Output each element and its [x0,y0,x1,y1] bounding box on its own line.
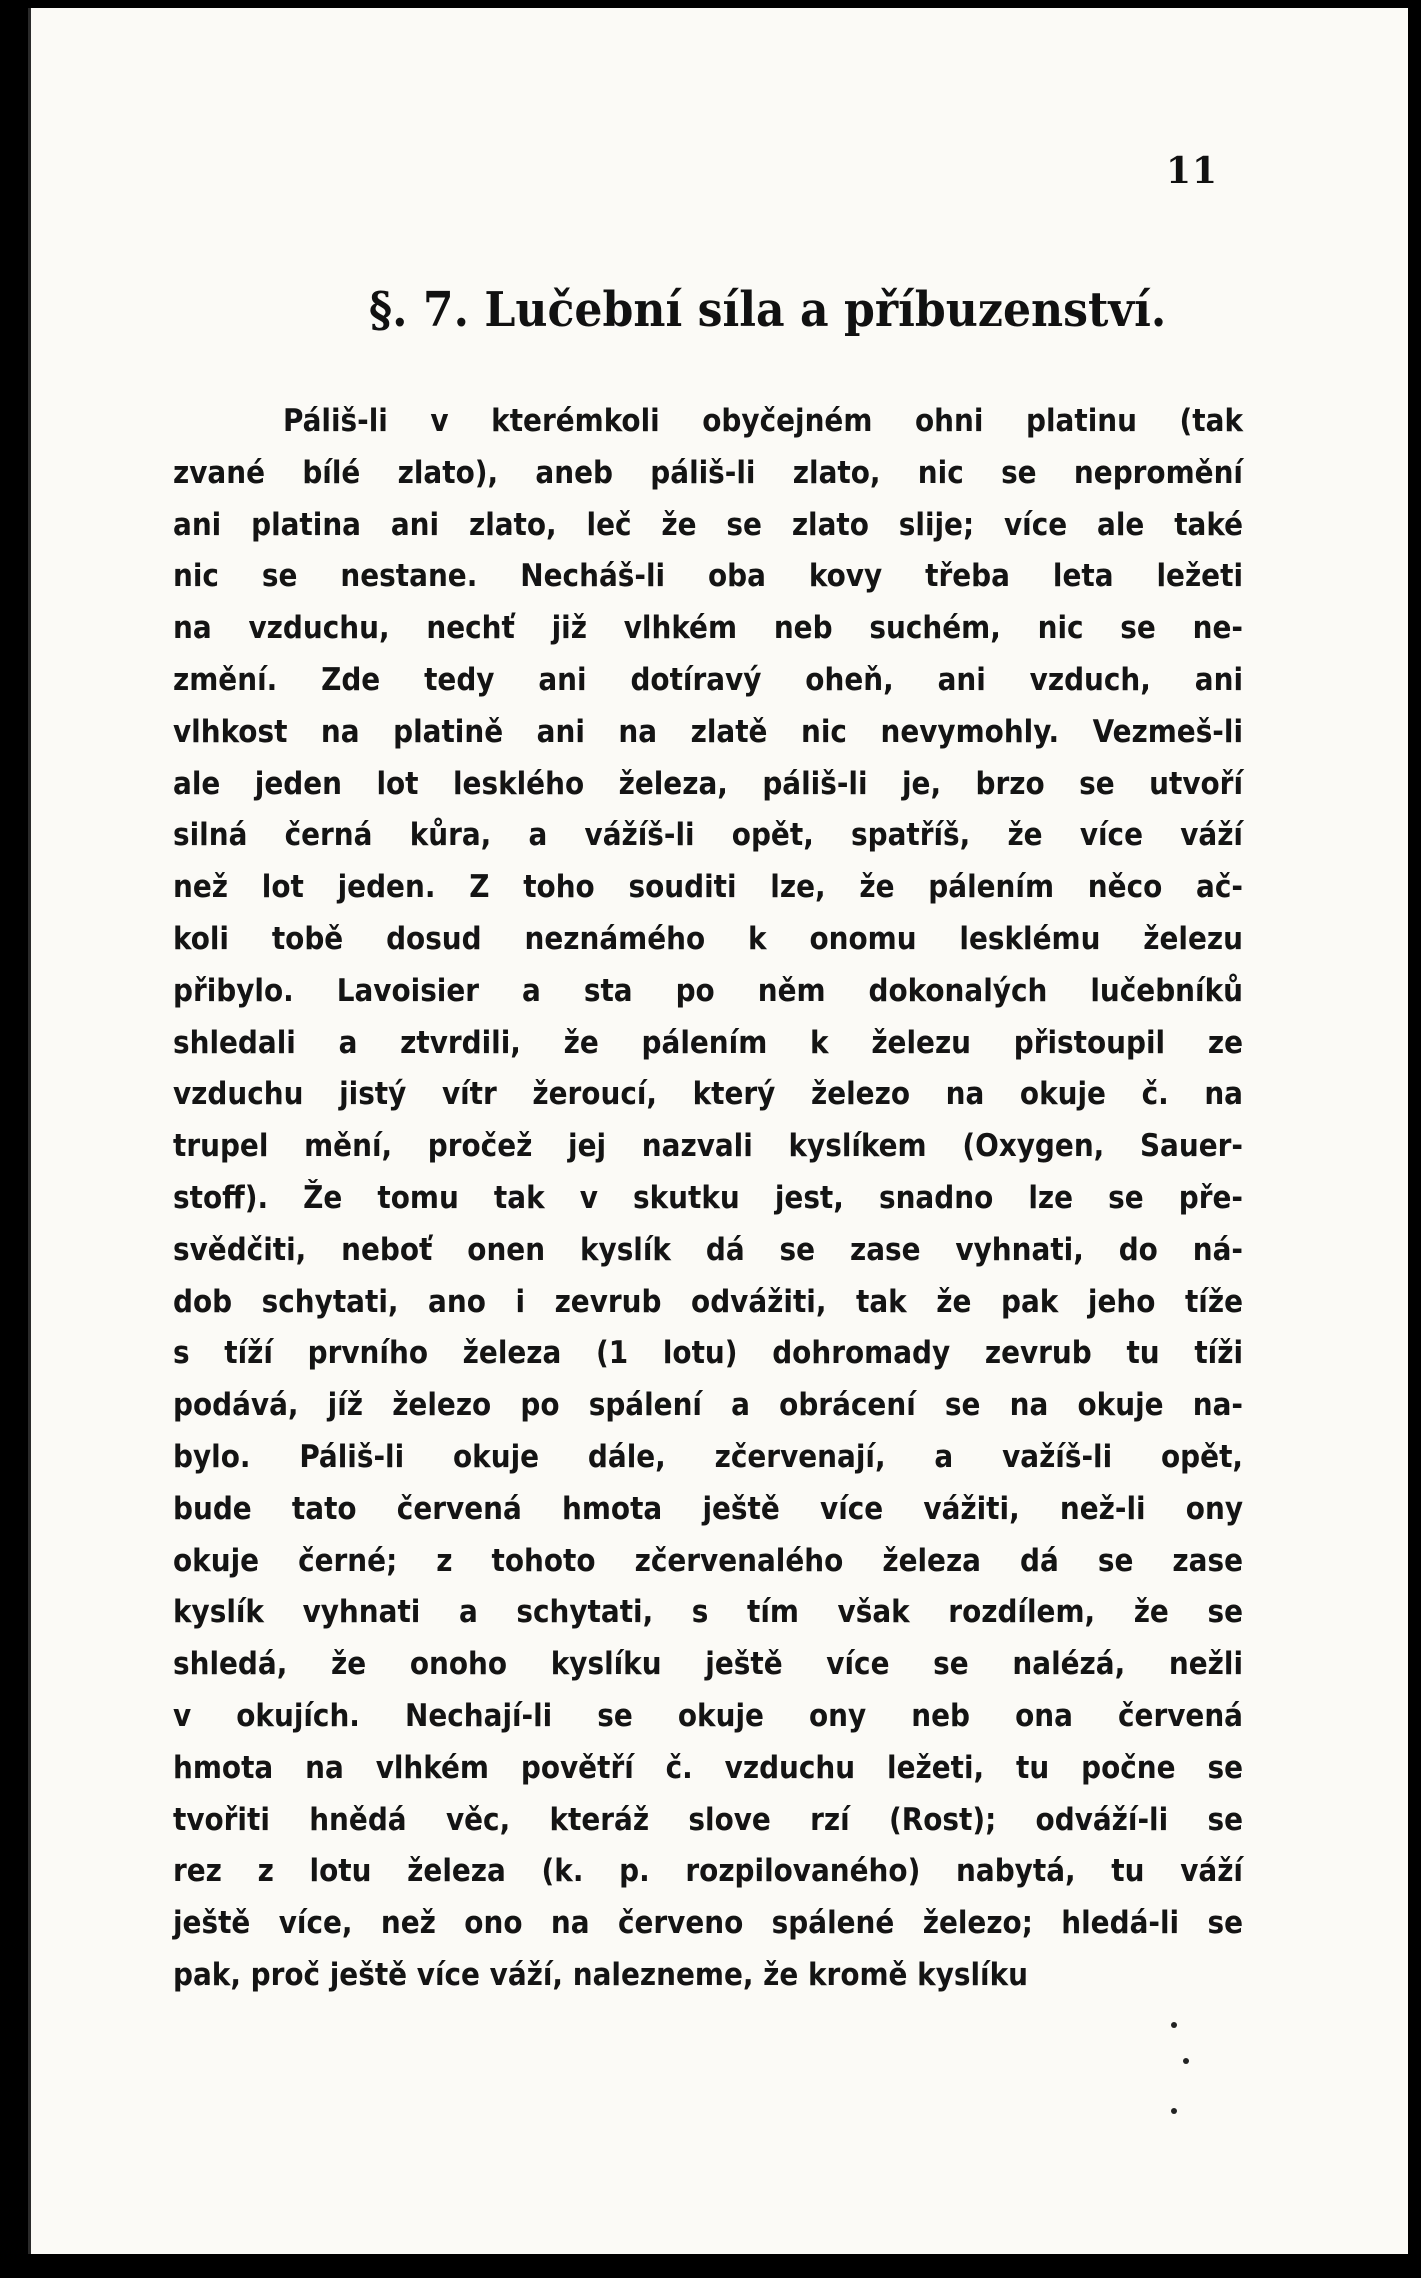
text-line: dob schytati, ano i zevrub odvážiti, tak že pak jeho tíže [173,1283,1243,1320]
text-line: svědčiti, neboť onen kyslík dá se zase vyhnati, do ná- [173,1231,1243,1268]
text-line: přibylo. Lavoisier a sta po něm dokonalých lučebníků [173,972,1243,1009]
text-line: stoff). Že tomu tak v skutku jest, snadno lze se pře- [173,1179,1243,1216]
text-line: shledá, že onoho kyslíku ještě více se nalézá, nežli [173,1646,1243,1683]
ink-speck [1183,2058,1189,2064]
text-line: než lot jeden. Z toho souditi lze, že pálením něco ač- [173,869,1243,906]
text-line: vzduchu jistý vítr žeroucí, který železo na okuje č. na [173,1076,1243,1113]
text-line: trupel mění, pročež jej nazvali kyslíkem (Oxygen, Sauer- [173,1128,1243,1165]
text-line: silná černá kůra, a vážíš-li opět, spatříš, že více váží [173,817,1243,854]
text-line: vlhkost na platině ani na zlatě nic nevymohly. Vezmeš-li [173,713,1243,750]
text-line: tvořiti hnědá věc, kteráž slove rzí (Rost); odváží-li se [173,1801,1243,1838]
text-line: podává, jíž železo po spálení a obrácení se na okuje na- [173,1387,1243,1424]
ink-specks [1169,2008,1193,2128]
ink-speck [1171,2108,1177,2114]
text-line: nic se nestane. Necháš-li oba kovy třeba leta ležeti [173,558,1243,595]
text-line: zvané bílé zlato), aneb páliš-li zlato, nic se nepromění [173,454,1243,491]
text-line: bude tato červená hmota ještě více vážiti, než-li ony [173,1490,1243,1527]
text-line: ale jeden lot lesklého železa, páliš-li je, brzo se utvoří [173,765,1243,802]
text-line: s tíží prvního železa (1 lotu) dohromady zevrub tu tíži [173,1335,1243,1372]
text-line: pak, proč ještě více váží, nalezneme, že kromě kyslíku [173,1956,1028,1993]
section-title: §. 7. Lučební síla a příbuzenství. [369,282,1167,338]
text-line: okuje černé; z tohoto zčervenalého železa dá se zase [173,1542,1243,1579]
book-page [28,8,1408,2254]
text-line: bylo. Páliš-li okuje dále, zčervenají, a važíš-li opět, [173,1438,1243,1475]
page-number: 11 [1166,150,1219,192]
text-line: v okujích. Nechají-li se okuje ony neb ona červená [173,1697,1243,1734]
text-line: ještě více, než ono na červeno spálené železo; hledá-li se [173,1905,1243,1942]
body-text [173,396,1243,2002]
text-line: rez z lotu železa (k. p. rozpilovaného) nabytá, tu váží [173,1853,1243,1890]
text-line: Páliš-li v kterémkoli obyčejném ohni platinu (tak [283,403,1243,439]
text-line: na vzduchu, nechť již vlhkém neb suchém, nic se ne- [173,610,1243,647]
text-line: hmota na vlhkém povětří č. vzduchu ležeti, tu počne se [173,1749,1243,1786]
text-line: shledali a ztvrdili, že pálením k železu přistoupil ze [173,1024,1243,1061]
ink-speck [1171,2022,1177,2028]
text-line: kyslík vyhnati a schytati, s tím však rozdílem, že se [173,1594,1243,1631]
text-line: ani platina ani zlato, leč že se zlato slije; více ale také [173,506,1243,543]
text-line: změní. Zde tedy ani dotíravý oheň, ani vzduch, ani [173,661,1243,698]
text-line: koli tobě dosud neznámého k onomu lesklému železu [173,920,1243,957]
